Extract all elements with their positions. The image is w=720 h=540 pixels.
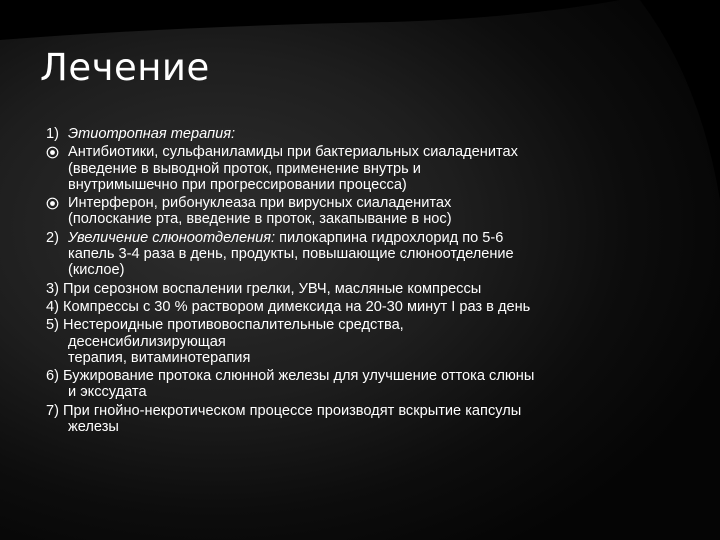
list-item-bougienage [46, 368, 636, 401]
item-line: 6) Бужирование протока слюнной железы для улучшение оттока слюны [46, 368, 535, 385]
item-line: терапия, витаминотерапия [68, 349, 251, 366]
treatment-list [46, 126, 636, 437]
list-item-interferon [46, 195, 636, 228]
item-line: (полоскание рта, введение в проток, закапывание в нос) [68, 211, 452, 228]
item-line [68, 230, 636, 246]
item-heading: Этиотропная терапия: [68, 126, 236, 142]
item-line: железы [68, 419, 119, 436]
slide-title: Лечение [40, 46, 210, 89]
item-number: 1) [46, 126, 59, 142]
item-line: капель 3-4 раза в день, продукты, повышающие слюноотделение [68, 246, 514, 263]
item-line: (кислое) [68, 262, 125, 279]
item-line: 5) Нестероидные противовоспалительные средства, [46, 317, 404, 334]
item-number: 2) [46, 229, 59, 246]
item-line: Антибиотики, сульфаниламиды при бактериальных сиаладенитах [68, 144, 518, 161]
item-text: пилокарпина гидрохлорид по 5-6 [275, 229, 504, 246]
item-line: 4) Компрессы с 30 % раствором димексида на 20-30 минут I раз в день [46, 298, 531, 315]
list-item-serous [46, 281, 636, 297]
list-item-etiotropic [46, 126, 636, 142]
item-line: 7) При гнойно-некротическом процессе производят вскрытие капсулы [46, 402, 522, 419]
item-line: 3) При серозном воспалении грелки, УВЧ, масляные компрессы [46, 280, 482, 297]
item-line: Интерферон, рибонуклеаза при вирусных сиаладенитах [68, 195, 452, 212]
item-line: и экссудата [68, 384, 147, 401]
circled-dot-bullet-icon [46, 197, 59, 210]
list-item-salivation [46, 230, 636, 279]
list-item-compresses [46, 299, 636, 315]
list-item-nsaids [46, 317, 636, 366]
item-line: (введение в выводной проток, применение внутрь и [68, 160, 421, 177]
item-line: десенсибилизирующая [68, 333, 226, 350]
circled-dot-bullet-icon [46, 146, 59, 159]
item-line: внутримышечно при прогрессировании процесса) [68, 176, 407, 193]
list-item-necrotic [46, 403, 636, 436]
list-item-antibiotics [46, 144, 636, 193]
item-heading: Увеличение слюноотделения: [68, 229, 276, 246]
